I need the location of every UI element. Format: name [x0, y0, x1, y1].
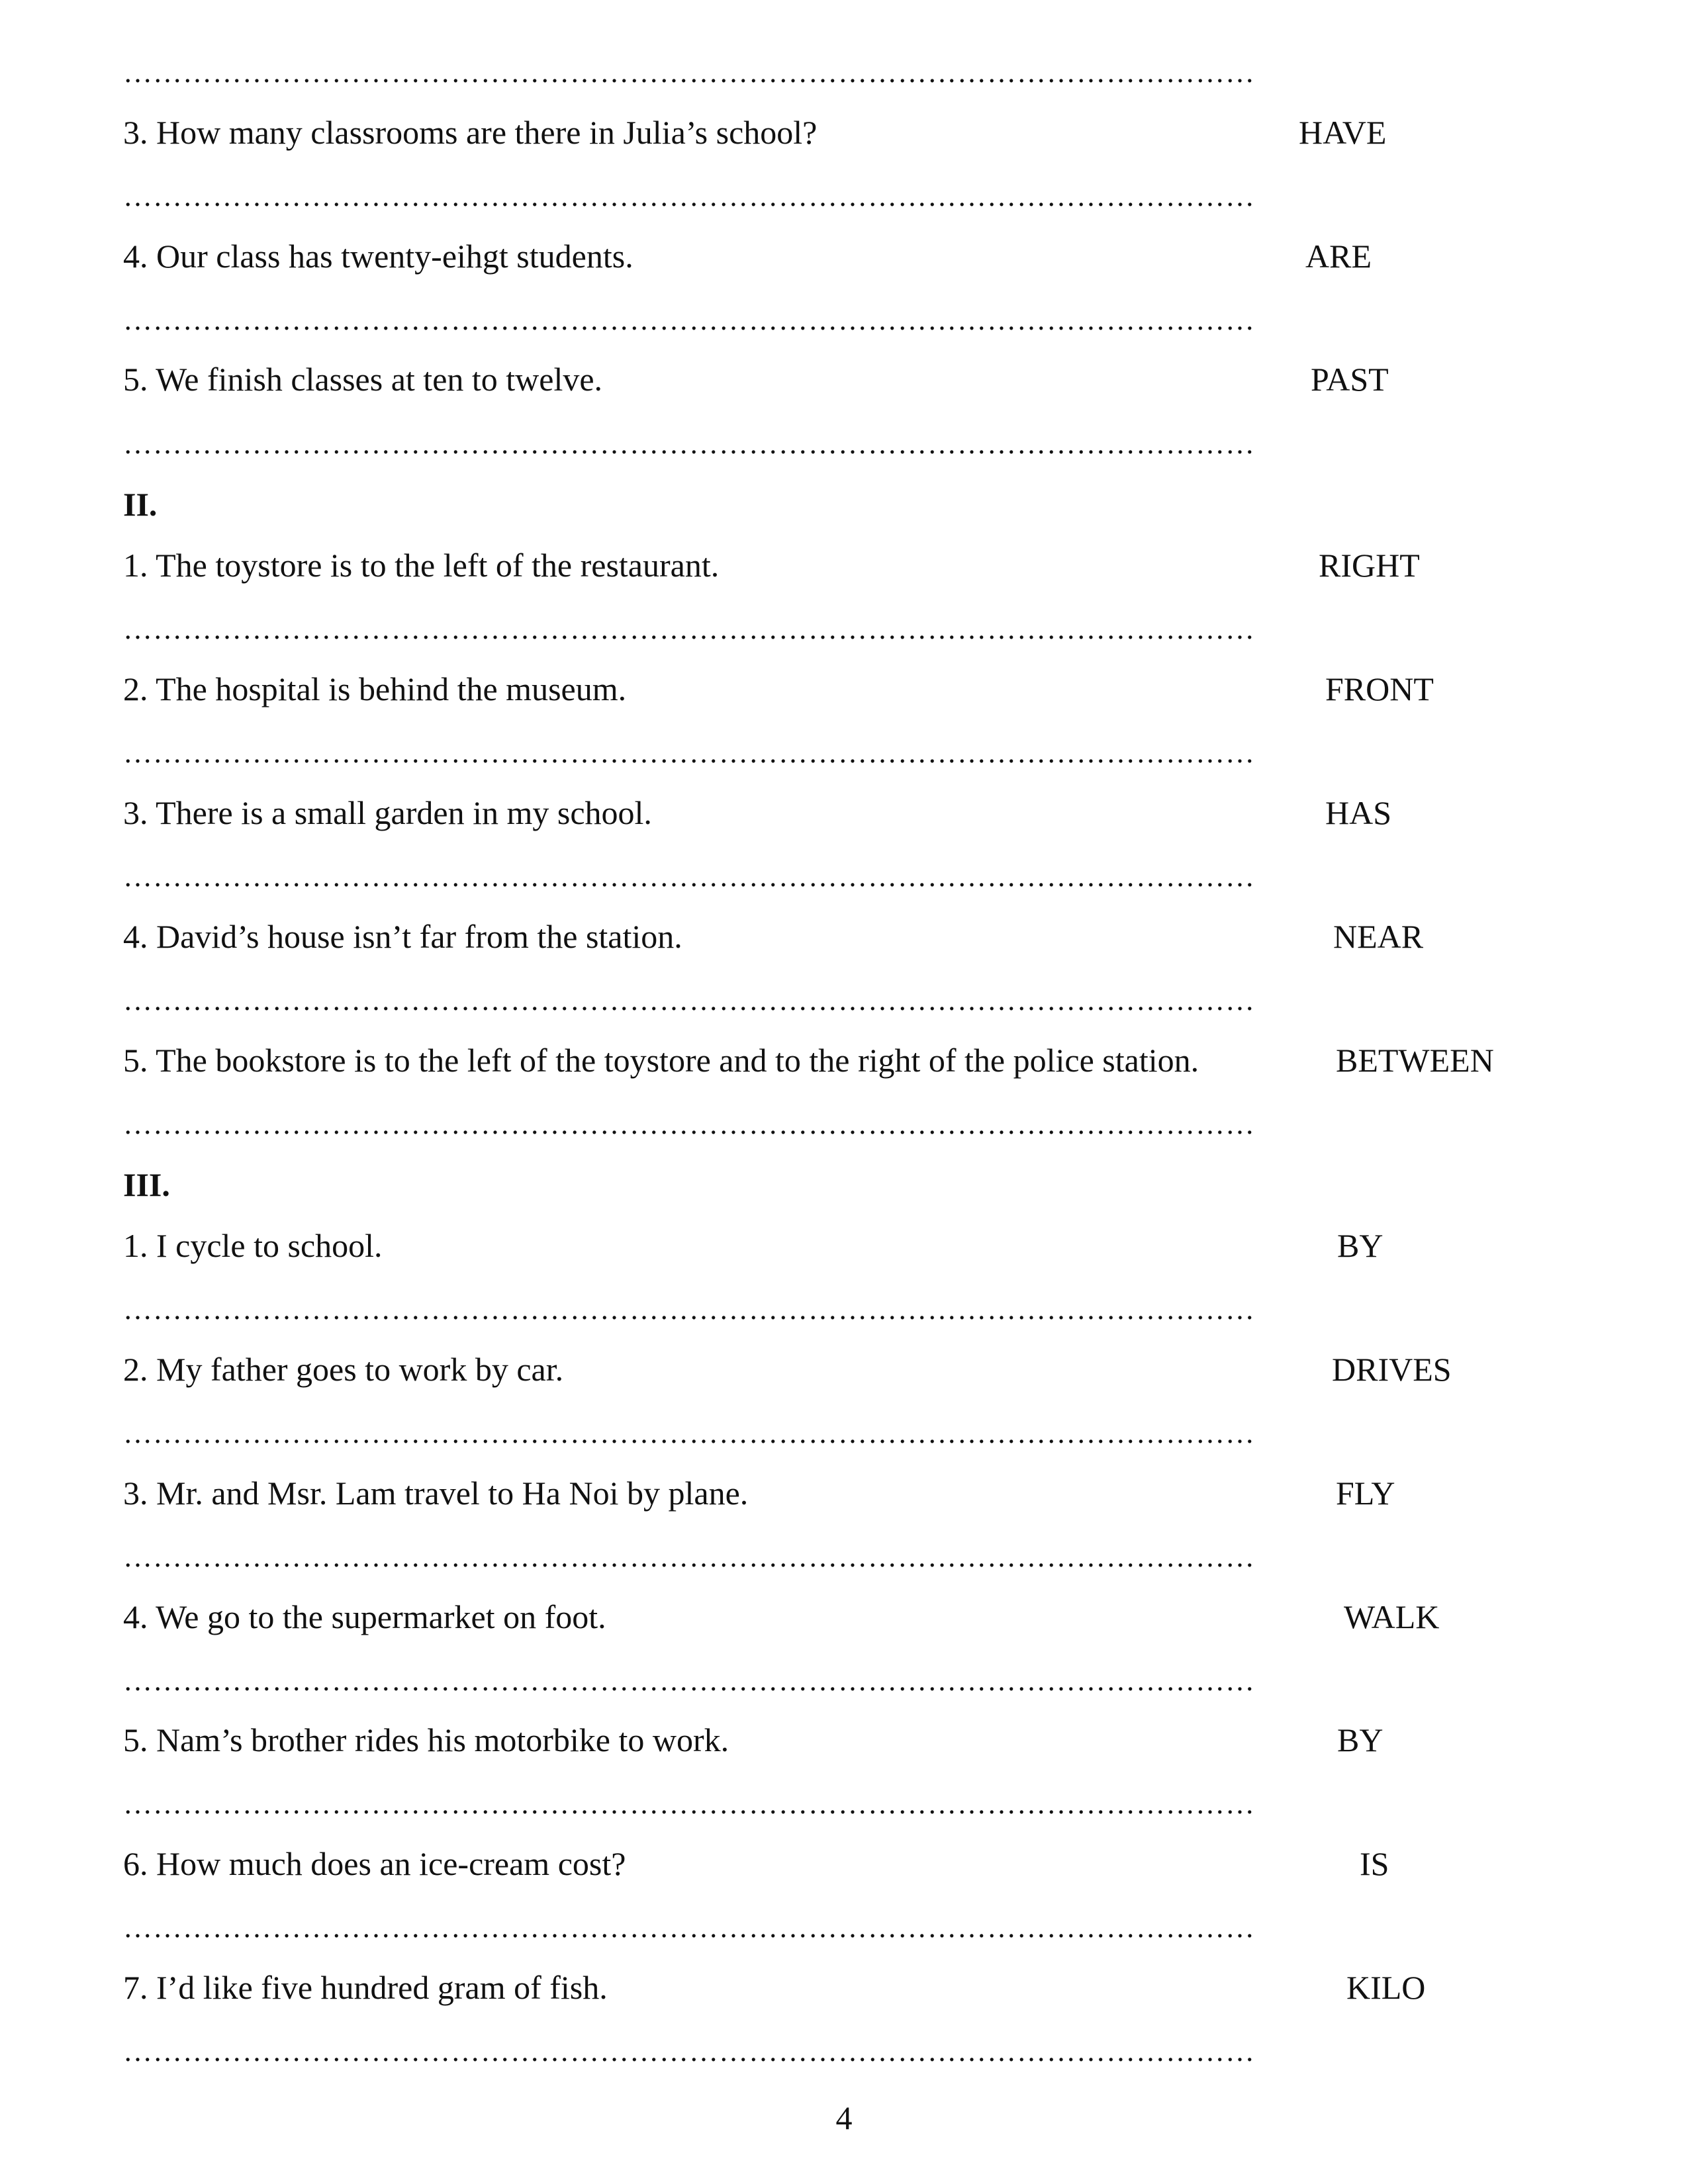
question-II-3: 3. There is a small garden in my school. [123, 794, 652, 831]
question-II-1: 1. The toystore is to the left of the restaurant. [123, 547, 720, 584]
keyword-III-5: BY [1337, 1721, 1383, 1758]
keyword-II-1: RIGHT [1319, 547, 1420, 584]
answer-line-III-6: …………………………………………………………………………………………………… [123, 1911, 1255, 1944]
answer-line-III-4: …………………………………………………………………………………………………… [123, 1664, 1255, 1697]
question-III-1: 1. I cycle to school. [123, 1227, 383, 1264]
question-III-7: 7. I’d like five hundred gram of fish. [123, 1969, 608, 2006]
page-number: 4 [835, 2099, 853, 2136]
question-III-3: 3. Mr. and Msr. Lam travel to Ha Noi by plane. [123, 1475, 749, 1512]
answer-line-III-7: …………………………………………………………………………………………………… [123, 2035, 1255, 2068]
question-I-5: 5. We finish classes at ten to twelve. [123, 361, 603, 398]
keyword-III-4: WALK [1344, 1598, 1440, 1635]
answer-line-III-1: …………………………………………………………………………………………………… [123, 1293, 1255, 1326]
question-II-4: 4. David’s house isn’t far from the station. [123, 918, 682, 955]
question-III-6: 6. How much does an ice-cream cost? [123, 1845, 626, 1882]
keyword-III-1: BY [1337, 1227, 1383, 1264]
answer-line-II-3: …………………………………………………………………………………………………… [123, 860, 1255, 893]
keyword-III-7: KILO [1346, 1969, 1426, 2006]
answer-line-III-5: …………………………………………………………………………………………………… [123, 1788, 1255, 1820]
keyword-III-6: IS [1360, 1845, 1389, 1882]
question-III-4: 4. We go to the supermarket on foot. [123, 1598, 606, 1635]
answer-line-II-4: …………………………………………………………………………………………………… [123, 984, 1255, 1017]
keyword-III-3: FLY [1336, 1475, 1395, 1512]
answer-line-II-1: …………………………………………………………………………………………………… [123, 613, 1255, 645]
section-III-heading: III. [123, 1166, 170, 1203]
answer-line-top: …………………………………………………………………………………………………… [123, 56, 1255, 89]
question-III-5: 5. Nam’s brother rides his motorbike to work. [123, 1721, 729, 1758]
answer-line-III-2: …………………………………………………………………………………………………… [123, 1417, 1255, 1449]
question-I-3: 3. How many classrooms are there in Julia’s school? [123, 114, 818, 151]
answer-line-II-2: …………………………………………………………………………………………………… [123, 737, 1255, 769]
keyword-III-2: DRIVES [1332, 1351, 1452, 1388]
keyword-I-4: ARE [1305, 238, 1372, 275]
answer-line-III-3: …………………………………………………………………………………………………… [123, 1541, 1255, 1573]
keyword-I-3: HAVE [1299, 114, 1387, 151]
keyword-II-3: HAS [1325, 794, 1392, 831]
answer-line-I-3: …………………………………………………………………………………………………… [123, 180, 1255, 212]
question-I-4: 4. Our class has twenty-eihgt students. [123, 238, 633, 275]
answer-line-II-5: …………………………………………………………………………………………………… [123, 1108, 1255, 1140]
keyword-II-2: FRONT [1325, 670, 1434, 707]
answer-line-I-5: …………………………………………………………………………………………………… [123, 428, 1255, 460]
keyword-I-5: PAST [1311, 361, 1389, 398]
keyword-II-5: BETWEEN [1336, 1042, 1494, 1079]
question-III-2: 2. My father goes to work by car. [123, 1351, 564, 1388]
section-II-heading: II. [123, 486, 158, 523]
answer-line-I-4: …………………………………………………………………………………………………… [123, 304, 1255, 336]
question-II-5: 5. The bookstore is to the left of the toystore and to the right of the police station. [123, 1042, 1199, 1079]
keyword-II-4: NEAR [1333, 918, 1424, 955]
question-II-2: 2. The hospital is behind the museum. [123, 670, 627, 707]
